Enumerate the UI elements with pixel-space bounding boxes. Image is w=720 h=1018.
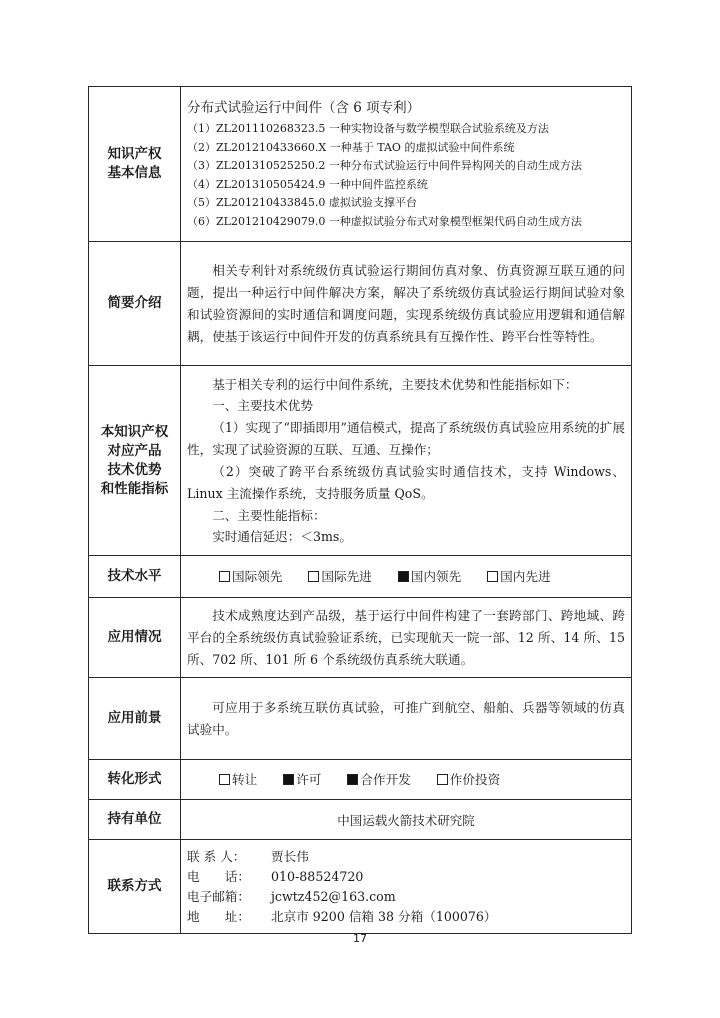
transfer-option[interactable] — [347, 769, 410, 791]
application-text: 技术成熟度达到产品级，基于运行中间件构建了一套跨部门、跨地域、跨平台的全系统级仿真试验验证系统，已实现航天一院一部、12 所、14 所、15 所、702 所、101 所 6 个系统级仿真系统大联通。 — [187, 607, 625, 667]
checkbox[interactable] — [437, 774, 448, 785]
patent-item: （4）ZL201310505424.9 一种中间件监控系统 — [187, 177, 428, 191]
content-ip-info — [181, 87, 632, 242]
contact-value[interactable]: jcwtz452@163.com — [271, 888, 396, 904]
option-label: 作价投资 — [449, 771, 501, 787]
row-tech-level — [89, 556, 632, 598]
row-advantages — [89, 366, 632, 556]
option-label: 国际先进 — [321, 568, 372, 584]
row-prospect — [89, 678, 632, 760]
checkbox[interactable] — [283, 774, 294, 785]
transfer-option[interactable] — [437, 769, 500, 791]
contact-address — [187, 907, 625, 927]
patent-item: （2）ZL201210433660.X 一种基于 TAO 的虚拟试验中间件系统 — [187, 140, 515, 154]
row-ip-info — [89, 87, 632, 242]
label-prospect: 应用前景 — [89, 678, 181, 760]
holder-value: 中国运载火箭技术研究院 — [181, 800, 632, 840]
patent-group-title: 分布式试验运行中间件（含 6 项专利） — [187, 100, 421, 116]
content-tech-level — [181, 556, 632, 598]
label-ip-info-line2: 基本信息 — [107, 165, 162, 181]
summary-text: 相关专利针对系统级仿真试验运行期间仿真对象、仿真资源互联互通的问题，提出一种运行中间件解决方案，解决了系统级仿真试验运行期间试验对象和试验资源间的实时通信和调度问题，实现系统级仿真试验应用逻辑和通信解耦，使基于该运行中间件开发的仿真系统具有互操作性、跨平台性等特性。 — [187, 262, 625, 344]
contact-phone — [187, 867, 625, 887]
checkbox[interactable] — [347, 774, 358, 785]
contact-key: 地 址： — [187, 908, 250, 924]
label-ip-info — [89, 87, 181, 242]
contact-value: 贾长伟 — [271, 848, 309, 864]
tech-level-options — [187, 566, 625, 588]
transfer-option[interactable] — [219, 769, 257, 791]
row-transfer — [89, 760, 632, 800]
patent-item: （1）ZL201110268323.5 一种实物设备与数学模型联合试验系统及方法 — [187, 122, 549, 135]
option-label: 合作开发 — [360, 771, 411, 787]
metric-latency: 实时通信延迟：＜3ms。 — [212, 529, 352, 544]
contact-person — [187, 847, 625, 867]
label-contact: 联系方式 — [89, 840, 181, 934]
ip-info-form — [88, 86, 632, 934]
content-transfer — [181, 760, 632, 800]
page-number: 17 — [353, 932, 367, 945]
label-summary: 简要介绍 — [89, 242, 181, 366]
transfer-option[interactable] — [283, 769, 321, 791]
patent-item: （3）ZL201310525250.2 一种分布式试验运行中间件异构网关的自动生成方法 — [187, 159, 582, 172]
tech-level-option[interactable] — [398, 566, 461, 588]
content-application — [181, 598, 632, 678]
label-holder: 持有单位 — [89, 800, 181, 840]
checkbox[interactable] — [308, 571, 319, 582]
option-label: 国际领先 — [232, 568, 283, 584]
row-application — [89, 598, 632, 678]
content-prospect — [181, 678, 632, 760]
label-tech-level: 技术水平 — [89, 556, 181, 598]
row-contact — [89, 840, 632, 934]
option-label: 国内领先 — [410, 568, 462, 584]
label-advantages — [89, 366, 181, 556]
content-contact — [181, 840, 632, 934]
metrics-section-heading: 二、主要性能指标： — [212, 507, 326, 523]
label-advantages-line4: 和性能指标 — [100, 480, 169, 497]
row-holder — [89, 800, 632, 840]
label-advantages-line2: 对应产品 — [107, 442, 162, 459]
content-summary — [181, 242, 632, 366]
tech-level-option[interactable] — [487, 566, 550, 588]
advantages-intro: 基于相关专利的运行中间件系统，主要技术优势和性能指标如下： — [212, 376, 578, 392]
contact-value: 北京市 9200 信箱 38 分箱（100076） — [271, 908, 497, 924]
label-ip-info-line1: 知识产权 — [107, 146, 162, 162]
tech-level-option[interactable] — [219, 566, 282, 588]
label-advantages-line1: 本知识产权 — [100, 423, 169, 440]
label-application: 应用情况 — [89, 598, 181, 678]
label-advantages-line3: 技术优势 — [107, 461, 162, 478]
contact-email — [187, 887, 625, 907]
content-advantages — [181, 366, 632, 556]
advantage-item: （1）实现了“即插即用”通信模式，提高了系统级仿真试验应用系统的扩展性，实现了试验资源的互联、互通、互操作； — [187, 419, 625, 457]
checkbox[interactable] — [487, 571, 498, 582]
row-summary — [89, 242, 632, 366]
prospect-text: 可应用于多系统互联仿真试验，可推广到航空、船舶、兵器等领域的仿真试验中。 — [187, 699, 625, 737]
contact-key: 电子邮箱： — [187, 888, 250, 904]
patent-item: （6）ZL201210429079.0 一种虚拟试验分布式对象模型框架代码自动生成方法 — [187, 214, 582, 228]
patent-item: （5）ZL201210433845.0 虚拟试验支撑平台 — [187, 196, 417, 209]
checkbox[interactable] — [219, 774, 230, 785]
tech-level-option[interactable] — [308, 566, 371, 588]
transfer-options — [187, 769, 625, 791]
checkbox[interactable] — [219, 571, 230, 582]
label-transfer: 转化形式 — [89, 760, 181, 800]
contact-value: 010-88524720 — [271, 868, 364, 884]
advantages-section-heading: 一、主要技术优势 — [212, 398, 313, 413]
option-label: 许可 — [296, 771, 322, 787]
contact-key: 电 话： — [187, 868, 250, 884]
checkbox[interactable] — [398, 571, 409, 582]
advantage-item: （2）突破了跨平台系统级仿真试验实时通信技术，支持 Windows、Linux 主流操作系统，支持服务质量 QoS。 — [187, 463, 625, 501]
option-label: 国内先进 — [500, 568, 551, 584]
contact-key: 联 系 人： — [187, 848, 246, 864]
option-label: 转让 — [232, 771, 258, 787]
